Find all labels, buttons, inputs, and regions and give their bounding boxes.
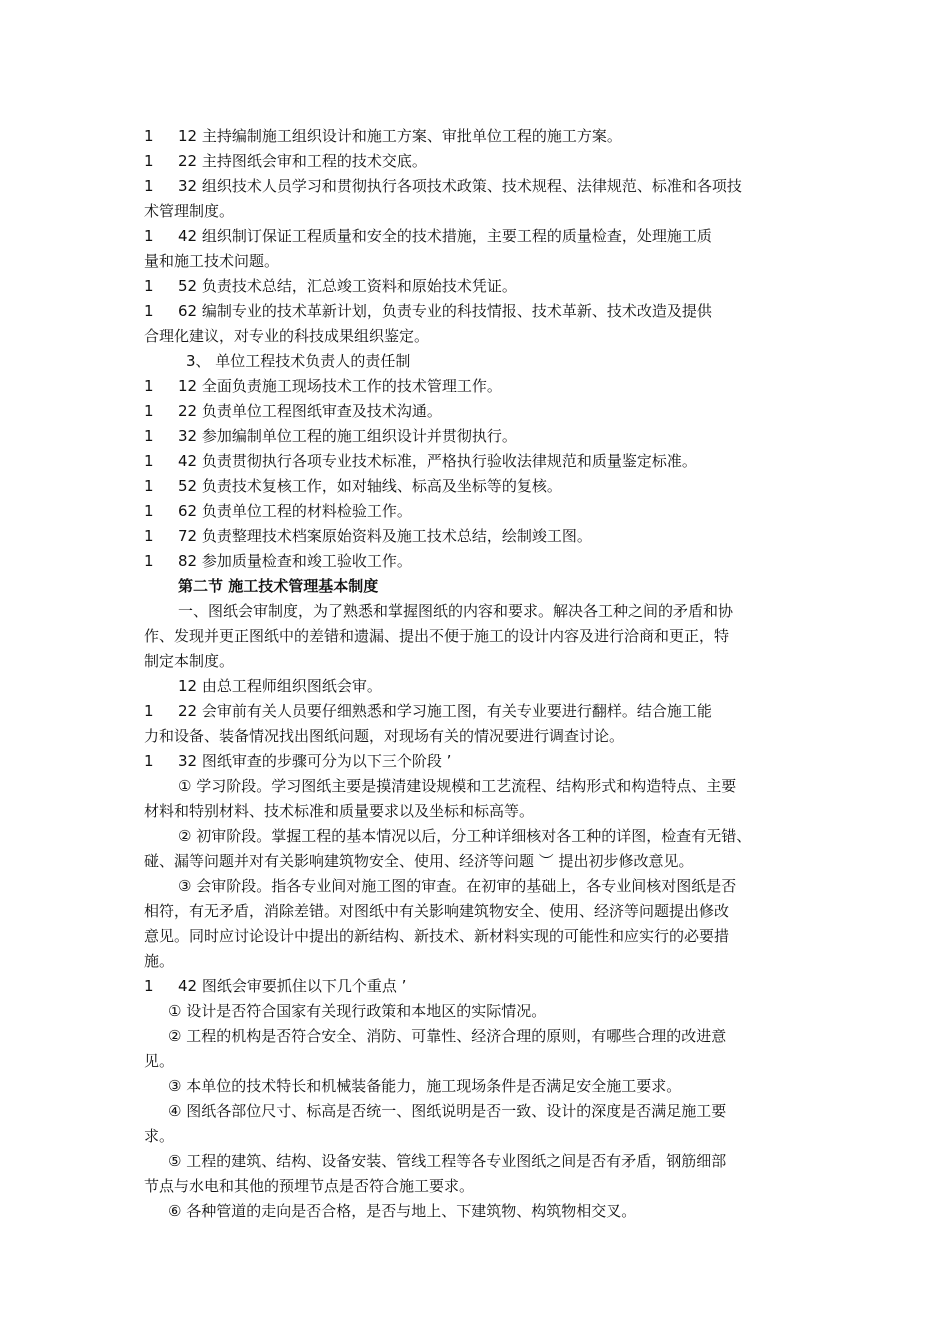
line-text: 求。 [144,1127,175,1145]
line-number: 1 [144,427,154,445]
line-number: 1 [144,277,154,295]
line-number: 1 [144,152,154,170]
line-number: 1 [144,552,154,570]
line-number: 1 [144,177,154,195]
text-line [144,126,622,146]
line-text: ③ 本单位的技术特长和机械装备能力，施工现场条件是否满足安全施工要求。 [168,1077,682,1095]
text-line [178,876,736,896]
text-line [144,151,427,171]
text-line [144,251,279,271]
line-text: ④ 图纸各部位尺寸、标高是否统一、图纸说明是否一致、设计的深度是否满足施工要 [168,1102,727,1120]
line-text: ⑥ 各种管道的走向是否合格，是否与地上、下建筑物、构筑物相交叉。 [168,1202,637,1220]
line-text: 62 编制专业的技术革新计划，负责专业的科技情报、技术革新、技术改造及提供 [178,302,712,320]
line-text: 相符，有无矛盾，消除差错。对图纸中有关影响建筑物安全、使用、经济等问题提出修改 [144,902,730,920]
line-text: 第二节 施工技术管理基本制度 [178,577,379,595]
text-line [144,901,729,921]
line-text: 节点与水电和其他的预埋节点是否符合施工要求。 [144,1177,475,1195]
line-text: ⑤ 工程的建筑、结构、设备安装、管线工程等各专业图纸之间是否有矛盾，钢筋细部 [168,1152,727,1170]
text-line [144,426,517,446]
line-text: 力和设备、装备情况找出图纸问题，对现场有关的情况要进行调查讨论。 [144,727,625,745]
text-line [168,1076,681,1096]
text-line [144,276,517,296]
line-text: 42 负责贯彻执行各项专业技术标准，严格执行验收法律规范和质量鉴定标准。 [178,452,697,470]
text-line [168,1201,636,1221]
section-heading [186,351,410,371]
text-line [168,1001,546,1021]
text-line [144,1051,174,1071]
text-line [144,551,412,571]
text-line [178,826,751,846]
line-text: 42 组织制订保证工程质量和安全的技术措施，主要工程的质量检查，处理施工质 [178,227,712,245]
text-line [144,651,234,671]
text-line [168,1101,726,1121]
text-line [168,1026,726,1046]
line-text: 材料和特别材料、技术标准和质量要求以及坐标和标高等。 [144,802,535,820]
text-line [144,851,694,871]
line-number: 1 [144,977,154,995]
line-text: 一、图纸会审制度，为了熟悉和掌握图纸的内容和要求。解决各工种之间的矛盾和协 [178,602,734,620]
line-text: 82 参加质量检查和竣工验收工作。 [178,552,412,570]
line-text: 32 图纸审查的步骤可分为以下三个阶段 ’ [178,752,452,770]
line-number: 1 [144,402,154,420]
text-line [178,676,382,696]
line-text: 42 图纸会审要抓住以下几个重点 ’ [178,977,407,995]
text-line [144,951,174,971]
line-text: 作、发现并更正图纸中的差错和遗漏、提出不便于施工的设计内容及进行洽商和更正，特 [144,627,730,645]
text-line [144,751,451,771]
text-line [144,201,234,221]
text-line [144,176,742,196]
line-number: 1 [144,527,154,545]
text-line [144,326,429,346]
line-text: 碰、漏等问题并对有关影响建筑物安全、使用、经济等问题 ︶ 提出初步修改意见。 [144,852,694,870]
line-text: 制定本制度。 [144,652,235,670]
line-text: 术管理制度。 [144,202,235,220]
line-text: 3、 单位工程技术负责人的责任制 [186,352,411,370]
line-number: 1 [144,127,154,145]
line-text: 22 主持图纸会审和工程的技术交底。 [178,152,427,170]
text-line [144,526,592,546]
line-text: ③ 会审阶段。指各专业间对施工图的审查。在初审的基础上，各专业间核对图纸是否 [178,877,737,895]
line-number: 1 [144,502,154,520]
line-text: 62 负责单位工程的材料检验工作。 [178,502,412,520]
line-text: 22 会审前有关人员要仔细熟悉和学习施工图，有关专业要进行翻样。结合施工能 [178,702,712,720]
line-text: 意见。同时应讨论设计中提出的新结构、新技术、新材料实现的可能性和应实行的必要措 [144,927,730,945]
line-text: ② 初审阶段。掌握工程的基本情况以后，分工种详细核对各工种的详图，检查有无错、 [178,827,752,845]
line-number: 1 [144,227,154,245]
line-text: 施。 [144,952,175,970]
line-number: 1 [144,702,154,720]
line-number: 1 [144,477,154,495]
text-line [144,726,624,746]
line-text: ① 学习阶段。学习图纸主要是摸清建设规模和工艺流程、结构形式和构造特点、主要 [178,777,737,795]
text-line [144,701,712,721]
line-number: 1 [144,752,154,770]
line-number: 1 [144,302,154,320]
line-text: 22 负责单位工程图纸审查及技术沟通。 [178,402,442,420]
line-number: 1 [144,377,154,395]
text-line [144,926,729,946]
line-text: 12 由总工程师组织图纸会审。 [178,677,382,695]
line-text: 52 负责技术复核工作，如对轴线、标高及坐标等的复核。 [178,477,562,495]
text-line [144,626,729,646]
line-text: 32 组织技术人员学习和贯彻执行各项技术政策、技术规程、法律规范、标准和各项技 [178,177,742,195]
line-number: 1 [144,452,154,470]
text-line [144,376,502,396]
line-text: 见。 [144,1052,175,1070]
text-line [144,301,712,321]
text-line [178,601,733,621]
text-line [144,501,412,521]
text-line [144,451,697,471]
text-line [168,1151,726,1171]
line-text: 12 主持编制施工组织设计和施工方案、审批单位工程的施工方案。 [178,127,622,145]
line-text: ① 设计是否符合国家有关现行政策和本地区的实际情况。 [168,1002,547,1020]
line-text: 量和施工技术问题。 [144,252,280,270]
line-text: 32 参加编制单位工程的施工组织设计并贯彻执行。 [178,427,517,445]
text-line [144,1176,474,1196]
text-line [144,976,406,996]
line-text: 52 负责技术总结，汇总竣工资料和原始技术凭证。 [178,277,517,295]
chapter-heading [178,576,378,596]
text-line [144,476,562,496]
text-line [144,401,442,421]
line-text: 12 全面负责施工现场技术工作的技术管理工作。 [178,377,502,395]
text-line [144,226,712,246]
line-text: 合理化建议，对专业的科技成果组织鉴定。 [144,327,430,345]
line-text: 72 负责整理技术档案原始资料及施工技术总结，绘制竣工图。 [178,527,592,545]
text-line [178,776,736,796]
text-line [144,1126,174,1146]
line-text: ② 工程的机构是否符合安全、消防、可靠性、经济合理的原则，有哪些合理的改进意 [168,1027,727,1045]
text-line [144,801,534,821]
